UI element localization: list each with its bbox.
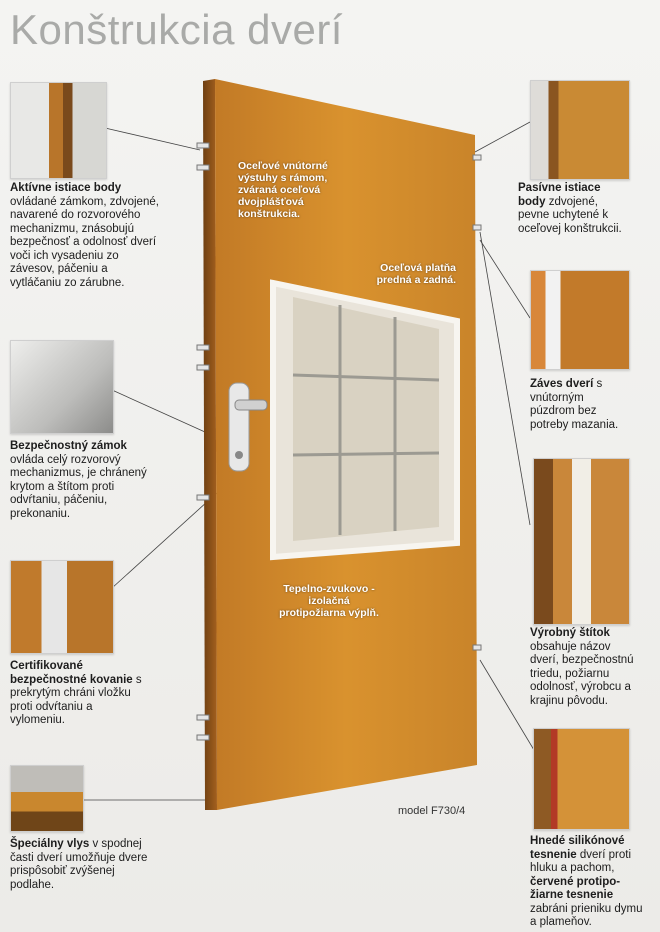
photo-bottom-strip — [10, 765, 84, 832]
model-label: model F730/4 — [398, 805, 466, 817]
keyhole — [235, 451, 243, 459]
caption-passive-bolts: Pasívne istiace body zdvojené, pevne uchytené k oceľovej konštrukcii. — [518, 182, 622, 235]
photo-hinge — [530, 270, 630, 370]
caption-security-lock: Bezpečnostný zámok ovláda celý rozvorový mechanizmus, je chránený krytom a štítom proti odvŕtaniu, páčeniu, prekonaniu. — [10, 440, 147, 520]
insulation-fill — [293, 297, 439, 541]
caption-label: Výrobný štítok obsahuje názov dverí, bezpečnostnú triedu, požiarnu odolnosť, výrobcu a krajinu pôvodu. — [530, 627, 634, 707]
photo-label — [533, 458, 630, 625]
note-fill: Tepelno-zvukovo -izolačná protipožiarna výplň. — [279, 583, 379, 619]
caption-bottom-strip: Špeciálny vlys v spodnej časti dverí umožňuje dvere prispôsobiť zvýšenej podlahe. — [10, 838, 148, 891]
door-handle — [235, 400, 267, 410]
door-edge — [203, 79, 217, 810]
photo-security-lock — [10, 340, 114, 434]
caption-active-bolts: Aktívne istiace body ovládané zámkom, zdvojené, navarené do rozvorového mechanizmu, znásobujú bezpečnosť a odolnosť dverí voči ich vysadeniu zo závesov, páčeniu a vytláčaniu zo zárubne. — [10, 182, 159, 289]
caption-hinge: Záves dverí s vnútorným púzdrom bez potreby mazania. — [530, 378, 619, 431]
page-title: Konštrukcia dverí — [10, 6, 343, 53]
photo-active-bolts — [10, 82, 107, 179]
photo-hardware — [10, 560, 114, 654]
photo-seals — [533, 728, 630, 830]
note-frame: Oceľové vnútorné výstuhy s rámom, zváraná oceľová dvojplášťová konštrukcia. — [238, 160, 328, 220]
photo-passive-bolts — [530, 80, 630, 180]
caption-hardware: Certifikované bezpečnostné kovanie s prekrytým chráni vložku proti odvŕtaniu a vylomeniu. — [10, 660, 142, 726]
caption-seals: Hnedé silikónové tesnenie dverí proti hluku a pachom, červené protipo-žiarne tesnenie zabráni prieniku dymu a plameňov. — [530, 835, 643, 928]
note-plate: Oceľová platňa predná a zadná. — [376, 262, 456, 286]
